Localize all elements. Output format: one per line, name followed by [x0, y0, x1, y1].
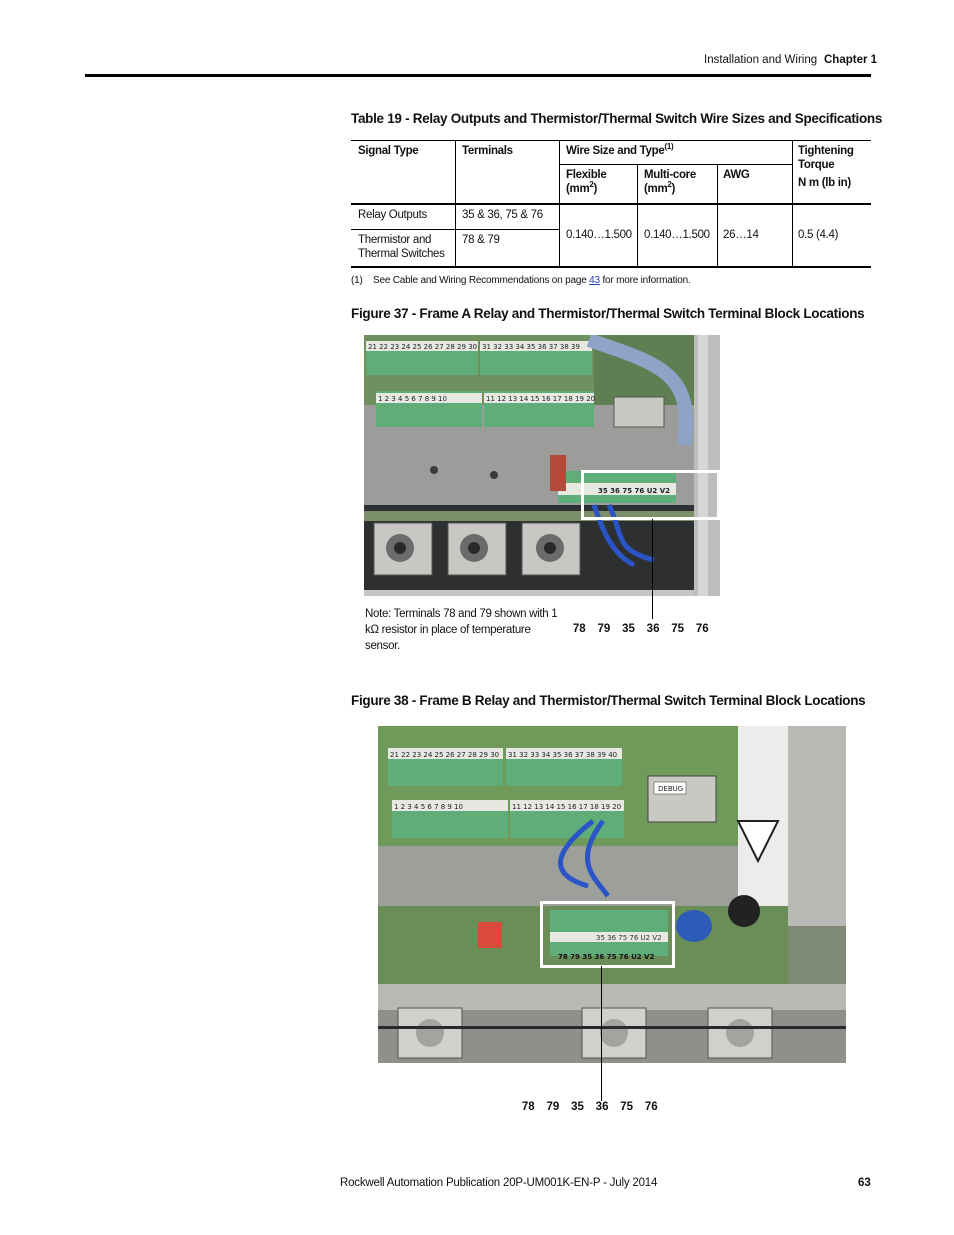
terminal-label: 35 — [622, 623, 635, 635]
terminal-label: 79 — [546, 1101, 560, 1113]
row-terminals: 78 & 79 — [462, 234, 500, 246]
table-col-rule — [455, 140, 456, 268]
fig38-callout-bottom: 78 79 35 36 75 76 U2 V2 — [558, 953, 655, 961]
figure37-note-line2: kΩ resistor in place of temperature sensor. — [365, 624, 531, 652]
fig38-board-row-mid2: 11 12 13 14 15 16 17 18 19 20 — [512, 803, 622, 811]
terminal-label: 79 — [597, 623, 611, 635]
unit-squared: 2 — [667, 180, 672, 190]
terminal-label: 76 — [695, 623, 709, 635]
table-col-rule — [559, 140, 560, 268]
figure38-photo — [378, 726, 846, 1063]
unit-mm: (mm — [566, 183, 590, 195]
fig38-terminal-labels — [516, 1101, 664, 1113]
terminal-label: 75 — [620, 1101, 634, 1113]
th-multicore — [644, 168, 696, 196]
th-flexible-unit — [566, 182, 606, 196]
fig38-callout-box — [540, 901, 675, 968]
figure37-photo — [364, 335, 720, 596]
th-wire-size — [566, 144, 673, 158]
terminal-label: 75 — [671, 623, 685, 635]
th-signal-type: Signal Type — [358, 145, 419, 157]
footnote-text-before: See Cable and Wiring Recommendations on page — [373, 275, 590, 286]
table-title: Table 19 - Relay Outputs and Thermistor/Thermal Switch Wire Sizes and Specifications — [351, 111, 883, 126]
spec-table — [351, 140, 871, 268]
fig38-board-row-top2: 31 32 33 34 35 36 37 38 39 40 — [508, 751, 618, 759]
cell-awg: 26…14 — [723, 229, 759, 241]
footnote-page-link[interactable]: 43 — [589, 275, 600, 286]
fig37-board-row-mid: 1 2 3 4 5 6 7 8 9 10 — [378, 395, 448, 403]
terminal-label: 35 — [571, 1101, 584, 1113]
figure37-note — [365, 606, 565, 654]
th-multicore-label: Multi-core — [644, 169, 696, 181]
fig37-board-row-mid2: 11 12 13 14 15 16 17 18 19 20 — [486, 395, 596, 403]
fig38-callout-top: 35 36 75 76 U2 V2 — [596, 934, 662, 942]
footnote-number: (1) — [351, 275, 363, 286]
running-header-chapter: Chapter 1 — [824, 54, 878, 66]
figure37-title: Figure 37 - Frame A Relay and Thermistor/Thermal Switch Terminal Block Locations — [351, 306, 865, 321]
th-terminals: Terminals — [462, 145, 513, 157]
fig38-board-row-top: 21 22 23 24 25 26 27 28 29 30 — [390, 751, 500, 759]
fig37-leader-line — [652, 519, 653, 619]
page-number: 63 — [858, 1177, 871, 1189]
cell-torque: 0.5 (4.4) — [798, 229, 839, 241]
cell-multicore: 0.140…1.500 — [644, 229, 710, 241]
th-torque-unit: N m (lb in) — [798, 177, 851, 189]
terminal-label: 36 — [646, 623, 660, 635]
table-footnote — [351, 275, 691, 286]
th-torque-label: Tightening Torque — [798, 145, 854, 171]
terminal-label: 78 — [572, 623, 586, 635]
fig37-board-row-top2: 31 32 33 34 35 36 37 38 39 — [482, 343, 580, 351]
row-signal: Relay Outputs — [358, 209, 427, 221]
unit-close: ) — [671, 183, 676, 195]
running-header-section: Installation and Wiring — [704, 54, 818, 66]
th-awg: AWG — [723, 169, 750, 181]
fig37-board-row-top: 21 22 23 24 25 26 27 28 29 30 — [368, 343, 478, 351]
row-signal: Thermistor and Thermal Switches — [358, 234, 445, 260]
table-top-rule — [351, 140, 871, 141]
figure38-title: Figure 38 - Frame B Relay and Thermistor/Thermal Switch Terminal Block Locations — [351, 693, 866, 708]
th-torque — [798, 144, 870, 190]
unit-mm: (mm — [644, 183, 668, 195]
th-wire-size-footnote-ref: (1) — [664, 142, 674, 152]
figure37-note-line1: Note: Terminals 78 and 79 shown with 1 — [365, 608, 558, 620]
header-rule — [85, 74, 871, 77]
th-wire-size-label: Wire Size and Type — [566, 145, 665, 157]
footer-publication: Rockwell Automation Publication 20P-UM001K-EN-P - July 2014 — [340, 1177, 658, 1189]
cell-flexible: 0.140…1.500 — [566, 229, 632, 241]
table-col-rule — [792, 140, 793, 268]
fig37-terminal-labels — [567, 623, 715, 635]
unit-squared: 2 — [589, 180, 594, 190]
table-col-rule — [717, 164, 718, 268]
fig38-debug-label: DEBUG — [658, 785, 684, 793]
th-flexible-label: Flexible — [566, 169, 607, 181]
footnote-text-after: for more information. — [599, 275, 691, 286]
th-multicore-unit — [644, 182, 696, 196]
fig37-callout-box — [581, 470, 720, 520]
fig37-callout-terminals: 35 36 75 76 U2 V2 — [598, 487, 670, 495]
fig38-leader-line — [601, 966, 602, 1101]
terminal-label: 76 — [644, 1101, 658, 1113]
terminal-label: 36 — [595, 1101, 609, 1113]
unit-close: ) — [593, 183, 598, 195]
table-subheader-rule — [559, 164, 792, 165]
fig38-board-row-mid: 1 2 3 4 5 6 7 8 9 10 — [394, 803, 464, 811]
row-terminals: 35 & 36, 75 & 76 — [462, 209, 543, 221]
table-col-rule — [637, 164, 638, 268]
terminal-label: 78 — [521, 1101, 535, 1113]
table-bottom-rule — [351, 266, 871, 268]
th-flexible — [566, 168, 606, 196]
table-header-rule — [351, 203, 871, 205]
